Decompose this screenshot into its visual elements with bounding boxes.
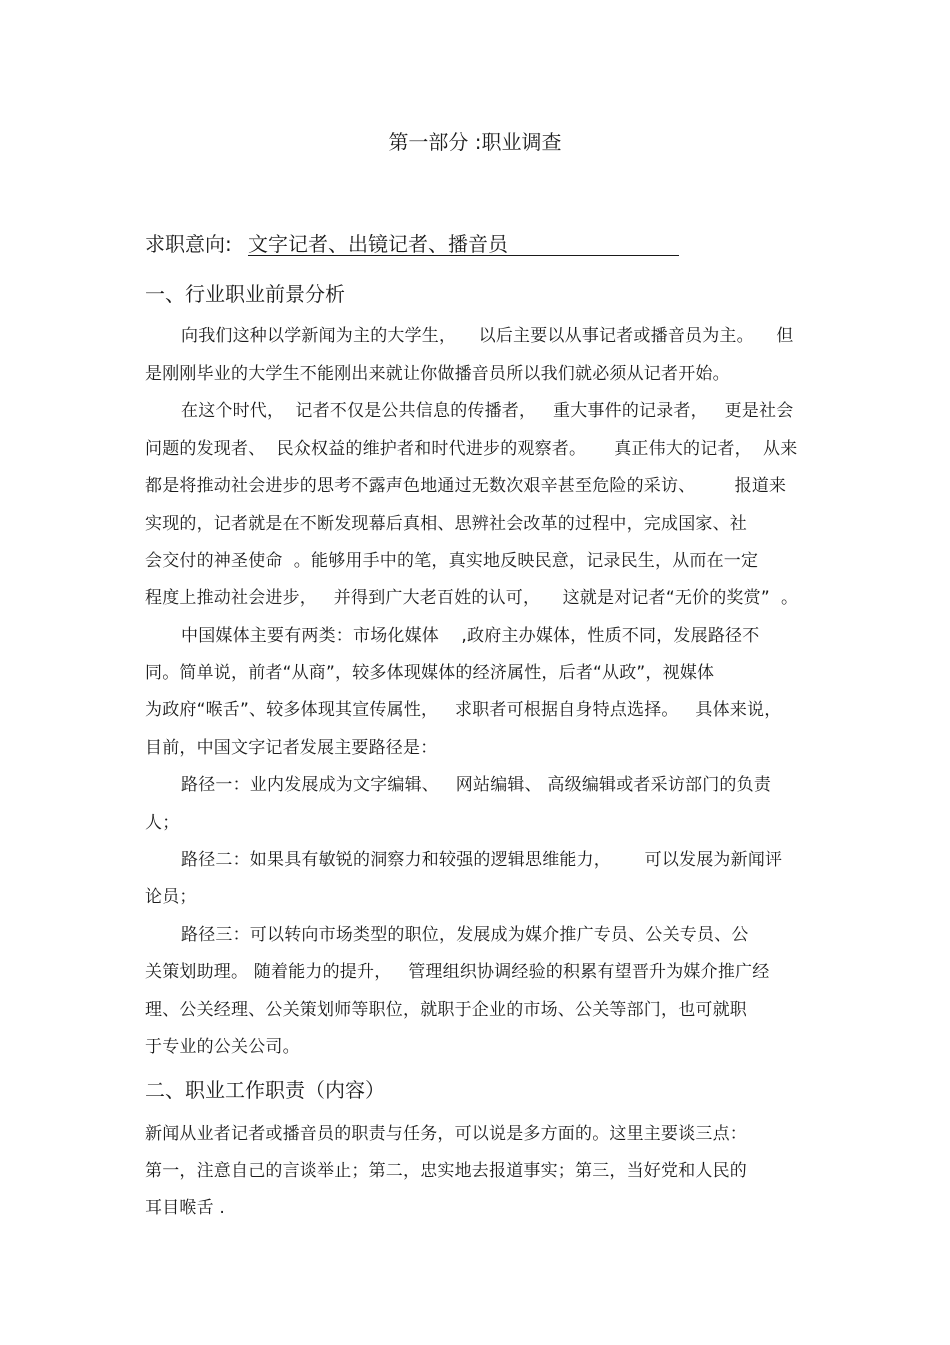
paragraph-line: 程度上推动社会进步， 并得到广大老百姓的认可， 这就是对记者“无价的奖赏” 。 — [145, 588, 799, 608]
paragraph-line: 理、公关经理、公关策划师等职位，就职于企业的市场、公关等部门，也可就职 — [145, 1000, 747, 1020]
paragraph-line: 关策划助理。 随着能力的提升， 管理组织协调经验的积累有望晋升为媒介推广经 — [145, 962, 770, 982]
paragraph-line: 实现的，记者就是在不断发现幕后真相、思辨社会改革的过程中，完成国家、社 — [145, 514, 747, 534]
paragraph-line: 目前，中国文字记者发展主要路径是： — [145, 738, 438, 758]
paragraph-line: 为政府“喉舌”、较多体现其宣传属性， 求职者可根据自身特点选择。 具体来说， — [145, 700, 782, 720]
paragraph-line: 向我们这种以学新闻为主的大学生， 以后主要以从事记者或播音员为主。 但 — [181, 326, 794, 346]
page-title: 第一部分 :职业调查 — [388, 130, 562, 154]
section-heading-job-duties: 二、职业工作职责（内容） — [145, 1078, 385, 1102]
paragraph-line: 于专业的公关公司。 — [145, 1037, 300, 1057]
paragraph-line: 路径三：可以转向市场类型的职位，发展成为媒介推广专员、公关专员、公 — [181, 925, 749, 945]
paragraph-line: 新闻从业者记者或播音员的职责与任务，可以说是多方面的。这里主要谈三点： — [145, 1124, 747, 1144]
paragraph-line: 耳目喉舌 . — [145, 1198, 226, 1218]
paragraph-line: 会交付的神圣使命 。能够用手中的笔，真实地反映民意，记录民生，从而在一定 — [145, 551, 759, 571]
job-intent-label: 求职意向: — [145, 232, 232, 256]
paragraph-line: 路径一：业内发展成为文字编辑、 网站编辑、 高级编辑或者采访部门的负责 — [181, 775, 772, 795]
paragraph-line: 路径二：如果具有敏锐的洞察力和较强的逻辑思维能力， 可以发展为新闻评 — [181, 850, 783, 870]
paragraph-line: 是刚刚毕业的大学生不能刚出来就让你做播音员所以我们就必须从记者开始。 — [145, 364, 730, 384]
paragraph-line: 第一，注意自己的言谈举止；第二，忠实地去报道事实；第三，当好党和人民的 — [145, 1161, 747, 1181]
section-heading-industry-outlook: 一、行业职业前景分析 — [145, 282, 345, 306]
paragraph-line: 人； — [145, 813, 180, 833]
paragraph-line: 问题的发现者、 民众权益的维护者和时代进步的观察者。 真正伟大的记者， 从来 — [145, 439, 798, 459]
paragraph-line: 同。简单说，前者“从商”，较多体现媒体的经济属性，后者“从政”，视媒体 — [145, 663, 715, 683]
paragraph-line: 在这个时代， 记者不仅是公共信息的传播者， 重大事件的记录者， 更是社会 — [181, 401, 794, 421]
paragraph-line: 都是将推动社会进步的思考不露声色地通过无数次艰辛甚至危险的采访、 报道来 — [145, 476, 787, 496]
paragraph-line: 中国媒体主要有两类：市场化媒体 ,政府主办媒体，性质不同，发展路径不 — [181, 626, 760, 646]
paragraph-line: 论员； — [145, 887, 197, 907]
job-intent-value: 文字记者、出镜记者、播音员 — [248, 233, 679, 256]
